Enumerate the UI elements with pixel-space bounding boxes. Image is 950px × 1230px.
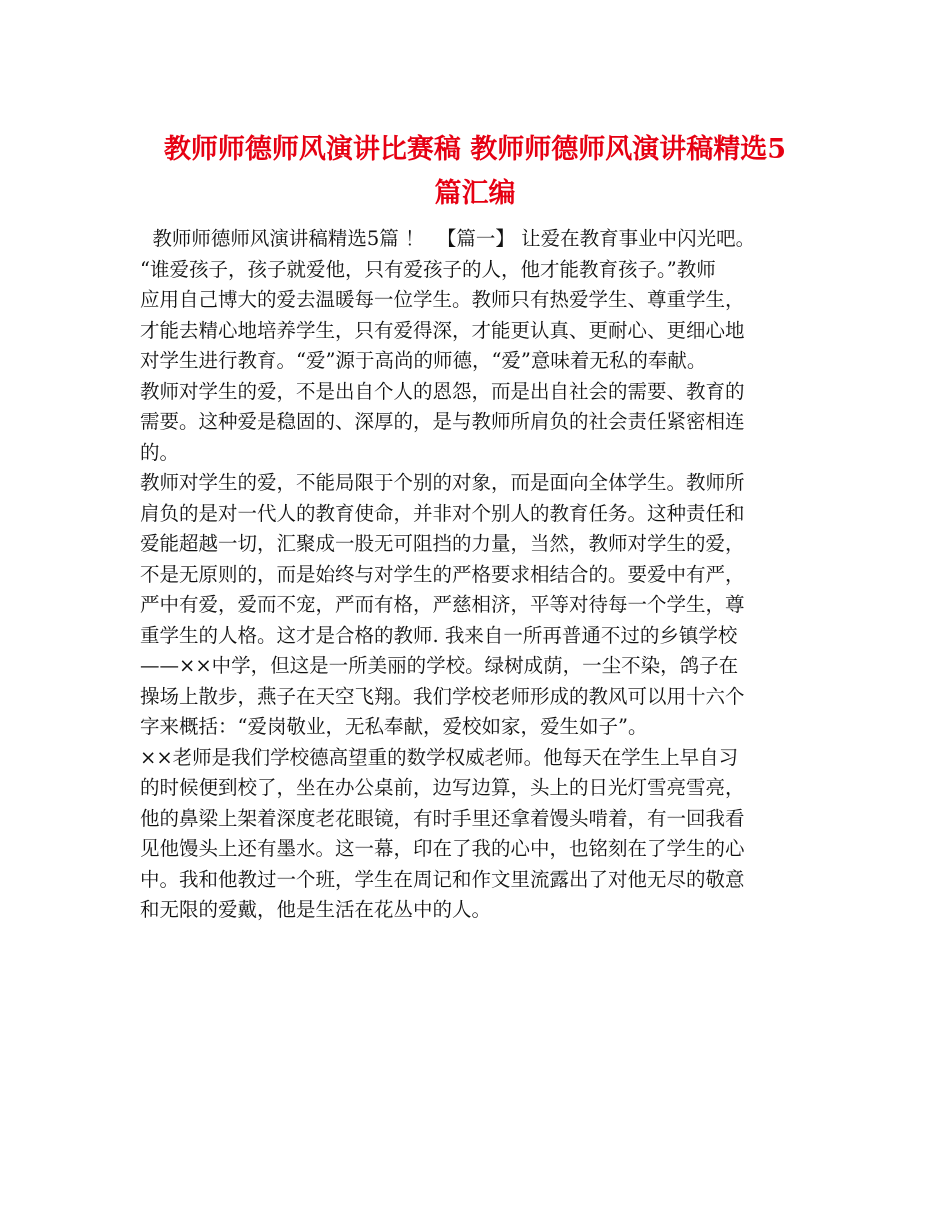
body-line: 中。我和他教过一个班，学生在周记和作文里流露出了对他无尽的敬意 — [140, 867, 745, 891]
title-line-2: 篇汇编 — [434, 178, 516, 209]
body-line: 爱能超越一切，汇聚成一股无可阻挡的力量，当然，教师对学生的爱， — [140, 532, 745, 555]
body-line: 教师对学生的爱，不能局限于个别的对象，而是面向全体学生。教师所 — [140, 471, 745, 494]
body-line: ——××中学，但这是一所美丽的学校。绿树成荫，一尘不染，鸽子在 — [140, 654, 739, 677]
document-body — [140, 224, 820, 926]
body-line: 不是无原则的，而是始终与对学生的严格要求相结合的。要爱中有严， — [140, 562, 745, 586]
body-line: 才能去精心地培养学生，只有爱得深，才能更认真、更耐心、更细心地 — [140, 318, 745, 342]
body-line: 应用自己博大的爱去温暖每一位学生。教师只有热爱学生、尊重学生， — [140, 288, 745, 311]
document-title — [100, 128, 850, 216]
title-line-1: 教师师德师风演讲比赛稿 教师师德师风演讲稿精选5 — [163, 134, 787, 165]
body-line: 操场上散步，燕子在天空飞翔。我们学校老师形成的教风可以用十六个 — [140, 684, 745, 708]
body-line: 的时候便到校了，坐在办公桌前，边写边算，头上的日光灯雪亮雪亮， — [140, 776, 745, 799]
body-line: 见他馒头上还有墨水。这一幕，印在了我的心中，也铭刻在了学生的心 — [140, 837, 745, 860]
body-line: 需要。这种爱是稳固的、深厚的，是与教师所肩负的社会责任紧密相连 — [140, 410, 745, 433]
body-line: 对学生进行教育。“爱”源于高尚的师德，“爱”意味着无私的奉献。 — [140, 349, 707, 372]
body-line: 教师对学生的爱，不是出自个人的恩怨，而是出自社会的需要、教育的 — [140, 379, 745, 403]
body-line: 他的鼻梁上架着深度老花眼镜，有时手里还拿着馒头啃着，有一回我看 — [140, 806, 745, 830]
body-line: 重学生的人格。这才是合格的教师. 我来自一所再普通不过的乡镇学校 — [140, 623, 738, 647]
body-line: 的。 — [140, 440, 180, 464]
body-line: ××老师是我们学校德高望重的数学权威老师。他每天在学生上早自习 — [140, 745, 739, 769]
body-line: 字来概括：“爱岗敬业，无私奉献，爱校如家，爱生如子”。 — [140, 715, 648, 738]
body-line: 和无限的爱戴，他是生活在花丛中的人。 — [140, 898, 492, 921]
body-line: “谁爱孩子，孩子就爱他，只有爱孩子的人，他才能教育孩子。”教师 — [140, 257, 716, 281]
body-line: 严中有爱，爱而不宠，严而有格，严慈相济，平等对待每一个学生，尊 — [140, 593, 745, 616]
body-line: 教师师德师风演讲稿精选5篇 ！ 【篇一】 让爱在教育事业中闪光吧。 — [140, 227, 756, 250]
body-line: 肩负的是对一代人的教育使命，并非对个别人的教育任务。这种责任和 — [140, 501, 745, 525]
